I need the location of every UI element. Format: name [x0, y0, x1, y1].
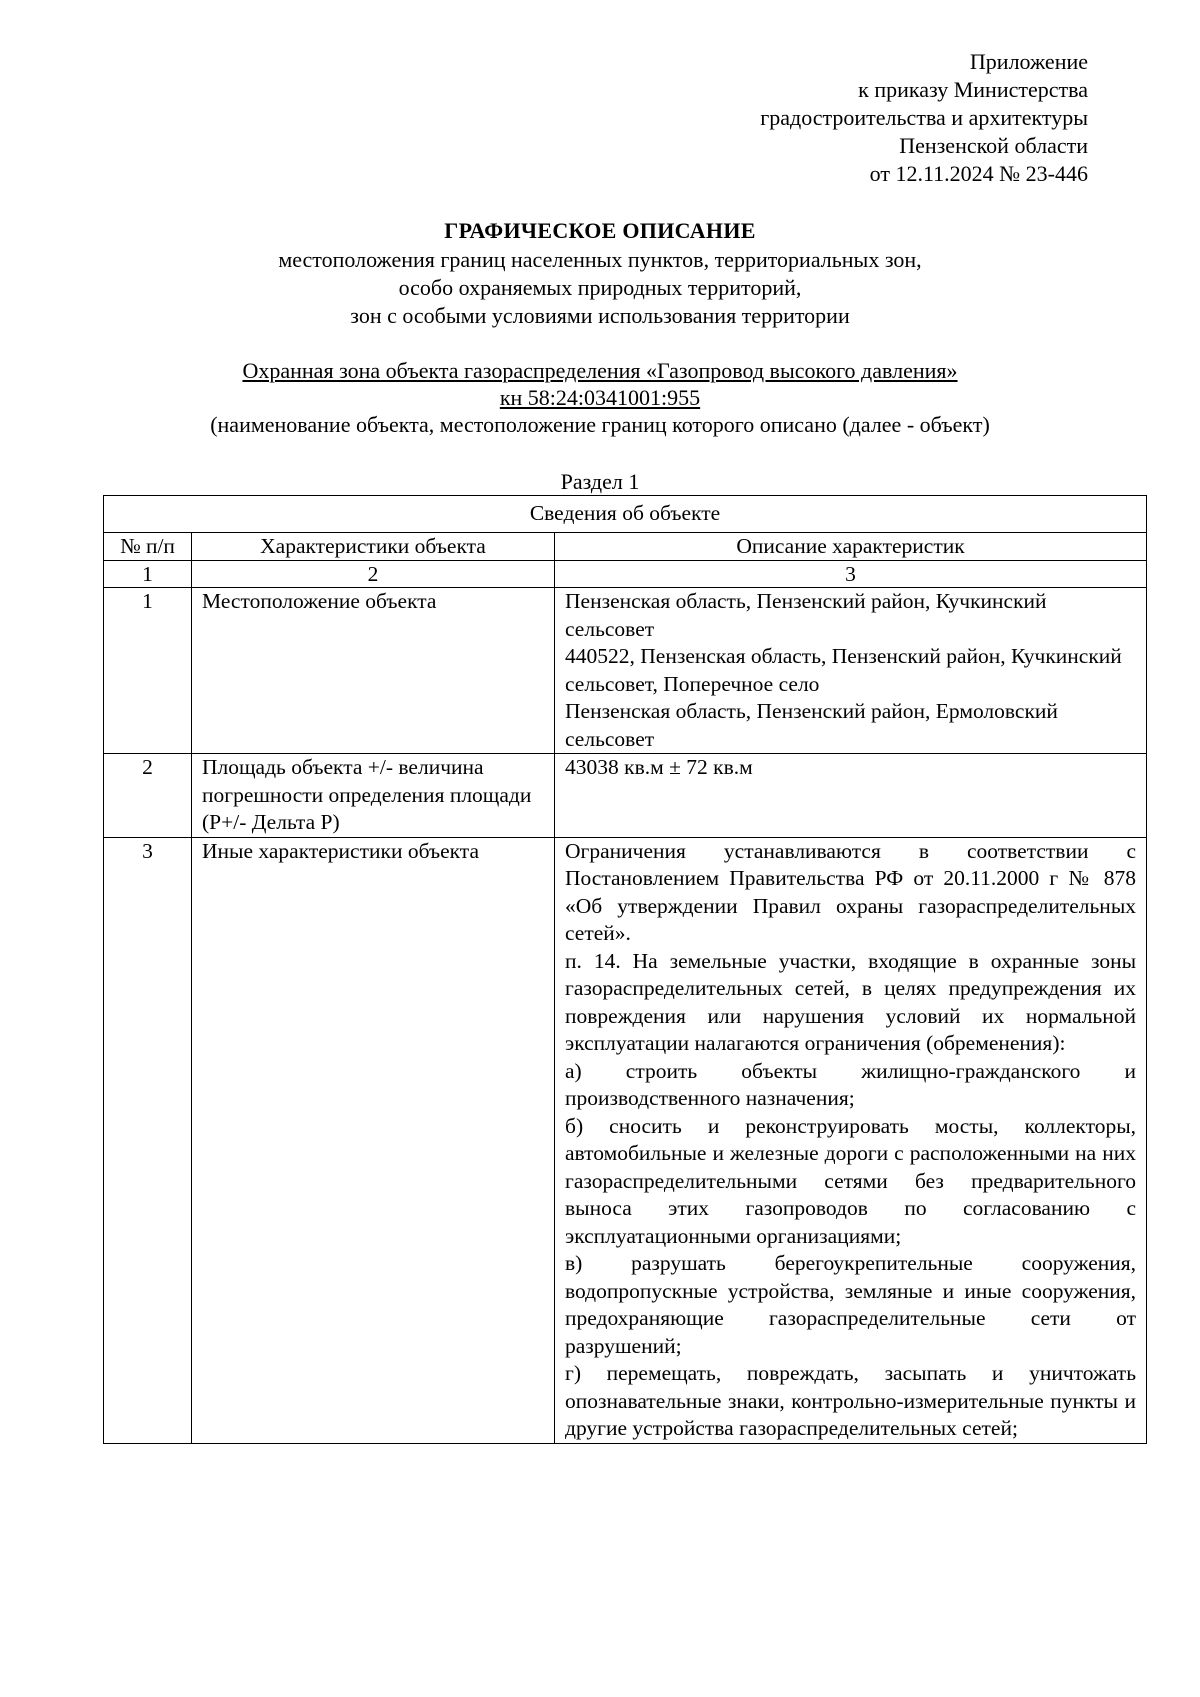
row-characteristic: Местоположение объекта [192, 588, 555, 754]
row-characteristic: Площадь объекта +/- величина погрешности определения площади (Р+/- Дельта Р) [192, 754, 555, 838]
subtitle-line: местоположения границ населенных пунктов, территориальных зон, [278, 247, 922, 272]
object-info-table [103, 495, 1147, 1444]
object-name: Охранная зона объекта газораспределения «Газопровод высокого давления» [242, 358, 958, 383]
subtitle-line: особо охраняемых природных территорий, [398, 275, 802, 300]
description-paragraph: а) строить объекты жилищно-гражданского и производственного назначения; [565, 1058, 1137, 1110]
description-paragraph: 43038 кв.м ± 72 кв.м [565, 755, 753, 779]
cadastral-number: кн 58:24:0341001:955 [499, 385, 701, 410]
description-paragraph: Пензенская область, Пензенский район, Кучкинский сельсовет [565, 589, 1047, 641]
description-paragraph: 440522, Пензенская область, Пензенский район, Кучкинский сельсовет, Поперечное село [565, 644, 1122, 696]
appendix-line: от 12.11.2024 № 23-446 [869, 161, 1088, 186]
table-row [104, 754, 1147, 838]
document-subtitle [0, 246, 1200, 330]
column-number: 2 [192, 561, 555, 588]
description-paragraph: г) перемещать, повреждать, засыпать и уничтожать опознавательные знаки, контрольно-измерительные пункты и другие устройства газораспределительных сетей; [565, 1361, 1137, 1440]
row-description [555, 837, 1147, 1443]
appendix-line: к приказу Министерства [858, 77, 1088, 102]
subtitle-line: зон с особыми условиями использования территории [350, 303, 850, 328]
row-number: 3 [104, 837, 192, 1443]
description-paragraph: б) сносить и реконструировать мосты, коллекторы, автомобильные и железные дороги с расположенными на них газораспределительными сетями без предварительного выноса этих газопроводов по согласованию с эксплуатационными организациями; [565, 1113, 1137, 1248]
row-description [555, 588, 1147, 754]
row-number: 2 [104, 754, 192, 838]
row-characteristic: Иные характеристики объекта [192, 837, 555, 1443]
section-label: Раздел 1 [560, 469, 640, 494]
column-number: 1 [104, 561, 192, 588]
table-row [104, 588, 1147, 754]
description-paragraph: п. 14. На земельные участки, входящие в охранные зоны газораспределительных сетей, в целях предупреждения их повреждения или нарушения условий их нормальной эксплуатации налагаются ограничения (обременения): [565, 948, 1137, 1055]
row-number: 1 [104, 588, 192, 754]
object-name-block [0, 357, 1200, 438]
description-paragraph: в) разрушать берегоукрепительные сооружения, водопропускные устройства, земляные и иные сооружения, предохраняющие газораспределительные сети от разрушений; [565, 1251, 1137, 1358]
column-number: 3 [555, 561, 1147, 588]
table-row [104, 837, 1147, 1443]
description-paragraph: Ограничения устанавливаются в соответствии с Постановлением Правительства РФ от 20.11.2000 г № 878 «Об утверждении Правил охраны газораспределительных сетей». [565, 838, 1137, 945]
object-name-note: (наименование объекта, местоположение границ которого описано (далее - объект) [210, 412, 990, 437]
table-caption: Сведения об объекте [104, 496, 1147, 533]
header-number: № п/п [104, 532, 192, 561]
header-description: Описание характеристик [555, 532, 1147, 561]
description-paragraph: Пензенская область, Пензенский район, Ермоловский сельсовет [565, 699, 1058, 751]
document-title: ГРАФИЧЕСКОЕ ОПИСАНИЕ [444, 218, 756, 243]
header-characteristic: Характеристики объекта [192, 532, 555, 561]
appendix-line: Пензенской области [899, 133, 1088, 158]
appendix-line: градостроительства и архитектуры [760, 105, 1088, 130]
appendix-block [568, 48, 1088, 188]
row-description [555, 754, 1147, 838]
appendix-line: Приложение [969, 49, 1088, 74]
